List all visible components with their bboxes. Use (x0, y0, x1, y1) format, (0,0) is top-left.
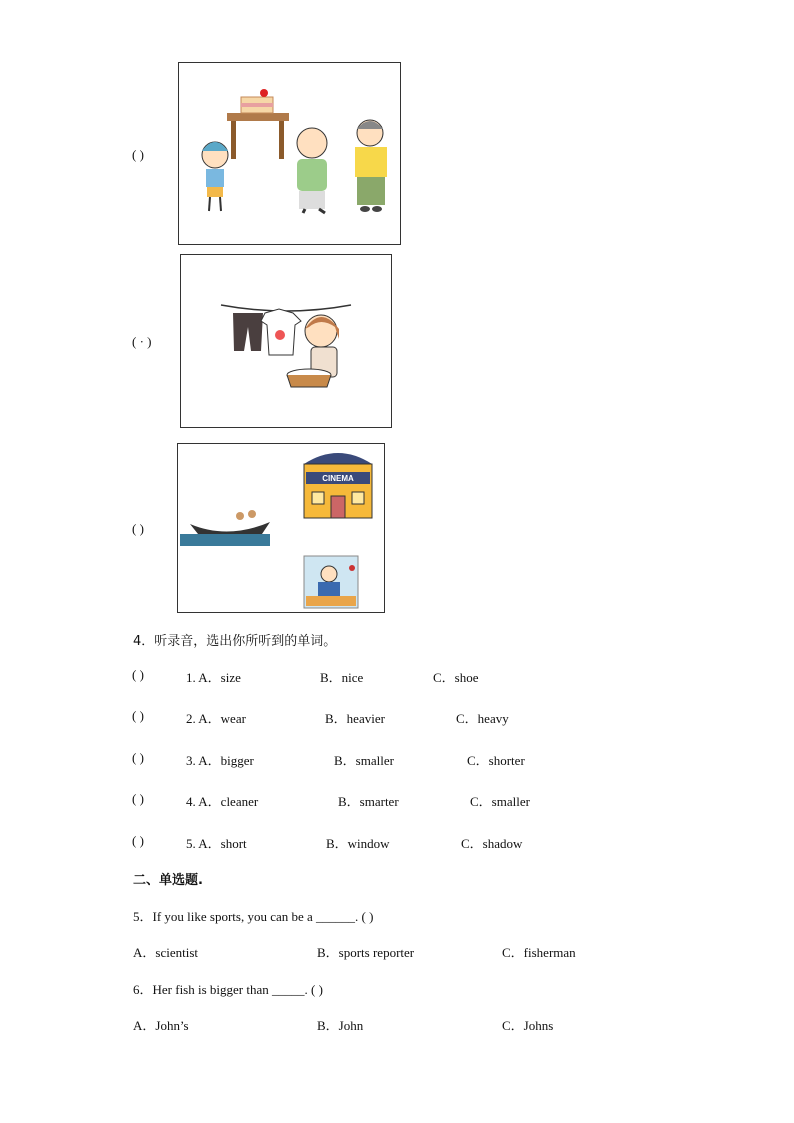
option-a[interactable]: 4. A．cleaner (186, 794, 259, 809)
choice-b[interactable]: B．John (317, 1018, 364, 1033)
picture-answer-bracket-1[interactable]: ( ) (132, 147, 144, 162)
picture-boat-cinema-study (177, 443, 385, 613)
choice-b[interactable]: B．sports reporter (317, 945, 415, 960)
section-4-title: 4．听录音，选出你所听到的单词。 (133, 634, 337, 649)
choice-c[interactable]: C．Johns (502, 1018, 554, 1033)
choice-a[interactable]: A．John’s (133, 1018, 189, 1033)
option-a[interactable]: 5. A．short (186, 836, 247, 851)
answer-bracket[interactable]: ( ) (132, 833, 144, 848)
washing-clothes-illustration (181, 255, 391, 427)
picture-girl-washing-clothes (180, 254, 392, 428)
answer-bracket[interactable]: ( ) (132, 708, 144, 723)
picture-birthday-cake-family (178, 62, 401, 245)
option-c[interactable]: C．heavy (456, 711, 509, 726)
section-2-title: 二、单选题. (133, 873, 203, 888)
option-a[interactable]: 3. A．bigger (186, 753, 254, 768)
question-stem: 6．Her fish is bigger than _____. ( ) (133, 982, 323, 997)
family-cake-illustration (179, 63, 400, 244)
option-b[interactable]: B．smarter (338, 794, 399, 809)
option-a[interactable]: 1. A．size (186, 670, 241, 685)
choice-a[interactable]: A．scientist (133, 945, 198, 960)
answer-bracket[interactable]: ( ) (132, 791, 144, 806)
boat-cinema-study-illustration (178, 444, 384, 612)
cinema-sign-text: CINEMA (322, 474, 354, 483)
option-c[interactable]: C．shadow (461, 836, 523, 851)
option-c[interactable]: C．shorter (467, 753, 525, 768)
option-b[interactable]: B．nice (320, 670, 364, 685)
picture-answer-bracket-3[interactable]: ( ) (132, 521, 144, 536)
option-b[interactable]: B．smaller (334, 753, 394, 768)
choice-c[interactable]: C．fisherman (502, 945, 576, 960)
picture-answer-bracket-2[interactable]: ( · ) (132, 334, 152, 349)
question-stem: 5．If you like sports, you can be a ______. ( ) (133, 909, 374, 924)
option-c[interactable]: C．smaller (470, 794, 530, 809)
option-a[interactable]: 2. A．wear (186, 711, 246, 726)
option-b[interactable]: B．window (326, 836, 390, 851)
option-c[interactable]: C．shoe (433, 670, 479, 685)
answer-bracket[interactable]: ( ) (132, 750, 144, 765)
option-b[interactable]: B．heavier (325, 711, 385, 726)
answer-bracket[interactable]: ( ) (132, 667, 144, 682)
